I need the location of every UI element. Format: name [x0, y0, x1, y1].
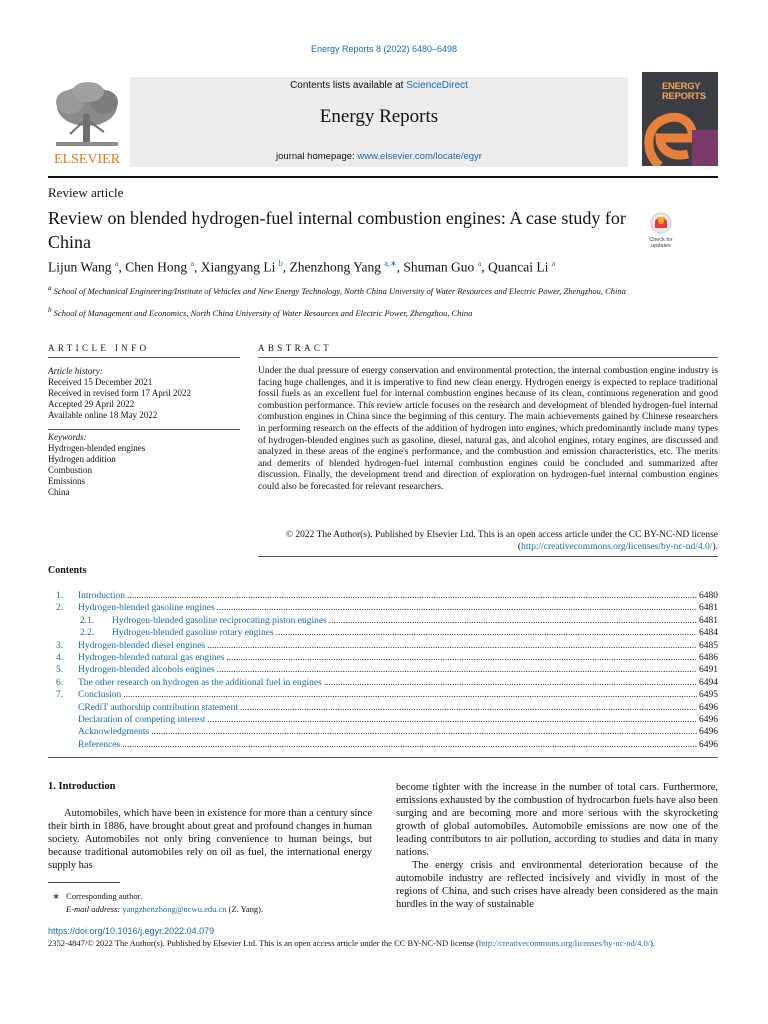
body-paragraph-left: Automobiles, which have been in existence for more than a century since their birth in 1886, have brought about great and profound changes in human society. Automobiles not only bring convenience to human beings, but because traditional automobiles rely on oil as fuel, the international energy supply has [48, 808, 372, 871]
check-for-updates-badge[interactable] [641, 211, 681, 249]
keyword: China [48, 487, 70, 497]
footnote [48, 890, 378, 916]
toc-number: 1. [56, 591, 64, 601]
toc-number: 2.1. [80, 615, 95, 626]
journal-homepage-line [130, 151, 628, 162]
footnote-divider [48, 882, 120, 883]
toc-entry-link[interactable]: Hydrogen-blended natural gas engines [78, 652, 225, 663]
email-note: E-mail address: yangzhenzhong@ncwu.edu.cn (Z. Yang). [66, 904, 264, 914]
history-item: Received 15 December 2021 [48, 377, 153, 387]
toc-number [48, 714, 78, 726]
toc-leader-dots [240, 702, 697, 714]
toc-entry-link[interactable]: Introduction [78, 591, 125, 601]
body-paragraph: The energy crisis and environmental deterioration because of the automobile industry are reflected incisively and vividly in most of the regions of China, and such crises have already been considered as the main hurdles in the way of sustainable [396, 860, 718, 910]
toc-row[interactable] [48, 689, 718, 701]
toc-number: 2. [56, 603, 64, 614]
toc-number: 6. [56, 677, 64, 688]
keyword: Hydrogen addition [48, 454, 116, 464]
journal-cover-thumbnail[interactable] [642, 72, 718, 166]
header-divider [48, 176, 718, 178]
toc-entry-link[interactable]: Declaration of competing interest [78, 714, 206, 725]
article-info-label: ARTICLE INFO [48, 343, 150, 353]
author-affiliation-marker[interactable]: a [477, 259, 482, 268]
journal-citation[interactable]: Energy Reports 8 (2022) 6480–6498 [310, 44, 458, 54]
toc-page-number: 6481 [699, 603, 718, 614]
history-item: Available online 18 May 2022 [48, 410, 158, 420]
contents-available-line [130, 80, 628, 91]
keywords-block [48, 432, 243, 498]
keyword: Hydrogen-blended engines [48, 443, 146, 453]
toc-leader-dots [276, 627, 697, 639]
author-affiliation-marker[interactable]: a,∗ [384, 259, 397, 268]
contents-divider [48, 757, 718, 758]
author-affiliation-marker[interactable]: a [114, 259, 119, 268]
journal-homepage-link[interactable]: www.elsevier.com/locate/egyr [357, 151, 482, 162]
toc-number: 7. [56, 690, 64, 701]
keywords-heading: Keywords: [48, 432, 87, 442]
toc-row[interactable] [48, 590, 718, 602]
toc-entry-link[interactable]: Hydrogen-blended diesel engines [78, 640, 206, 651]
article-title: Review on blended hydrogen-fuel internal combustion engines: A case study for China [48, 208, 626, 252]
check-for-updates-icon [641, 211, 681, 249]
toc-number [48, 702, 78, 714]
article-info-divider [48, 357, 240, 358]
sciencedirect-link[interactable]: ScienceDirect [406, 80, 468, 91]
toc-leader-dots [122, 739, 697, 751]
contents-title: Contents [48, 565, 87, 576]
homepage-prefix: journal homepage: [276, 151, 358, 162]
abstract-bottom-divider [258, 556, 718, 557]
table-of-contents [48, 590, 718, 751]
toc-leader-dots [217, 664, 697, 676]
svg-text:Check for: Check for [649, 237, 673, 243]
author-name[interactable]: Quancai Li [487, 259, 549, 275]
abstract-label: ABSTRACT [258, 343, 333, 353]
svg-text:updates: updates [651, 243, 671, 249]
toc-page-number: 6496 [699, 702, 718, 713]
cover-title: ENERGY REPORTS [662, 81, 706, 102]
toc-number: 4. [56, 652, 64, 663]
author-list: Lijun Wang $^a$, Chen Hong $^a$, Xiangyang Li $^b$, Zhenzhong Yang $^{a,∗}$, Shuman Guo $^a$, Quancai Li $^a$ [48, 259, 556, 275]
affiliation-a: $^a$ School of Mechanical Engineering/Institute of Vehicles and New Energy Technology, North China University of Water Resources and Electric Power, Zhengzhou, China [48, 284, 626, 296]
affiliation-b: $^b$ School of Management and Economics, North China University of Water Resources and Electric Power, Zhengzhou, China [48, 306, 473, 318]
keyword: Emissions [48, 476, 86, 486]
article-history [48, 366, 243, 421]
toc-row[interactable] [48, 652, 718, 664]
toc-row[interactable] [48, 640, 718, 652]
history-heading: Article history: [48, 366, 103, 376]
toc-page-number: 6491 [699, 665, 718, 676]
toc-row[interactable] [48, 739, 718, 751]
toc-page-number: 6496 [699, 739, 718, 750]
history-item: Accepted 29 April 2022 [48, 399, 135, 409]
affiliation-marker: b [48, 306, 52, 314]
journal-name[interactable]: Energy Reports [319, 106, 439, 127]
abstract-text: Under the dual pressure of energy conservation and environmental protection, the internal combustion engine industry is facing huge challenges, and it is imperative to find new clean energy. Hydrogen energy is expected to replace traditional fossil fuels as an excellent fuel for internal combustion engines because of its clean, continuous regeneration and good combustion performance. This review article focuses on the research and development of blended hydrogen-fuel internal combustion engines in China since the beginning of this century. The main achievements gained by Chinese researchers in performing research on the effects of the addition of hydrogen into engines, which predominantly include many types of hydrogen-blended engines such as gasoline, diesel, natural gas, and alcohol engines, rotary engines, are discussed and analyzed in these areas of the engine's performance, and the combustion and emission characteristics, etc. The merits and demerits of blended hydrogen-fuel internal combustion engines could be concluded and summarized after discussion. Finally, the development trend and direction of exploration on hydrogen-fuel internal combustion engines could also be forecasted for relevant researchers. [258, 366, 718, 492]
toc-entry-link[interactable]: The other research on hydrogen as the additional fuel in engines [78, 677, 322, 688]
body-column-right [396, 781, 718, 911]
affiliation-marker: a [48, 284, 52, 292]
toc-page-number: 6496 [699, 714, 718, 725]
toc-number [48, 726, 78, 738]
toc-leader-dots [329, 615, 697, 627]
toc-leader-dots [217, 602, 697, 614]
toc-row[interactable] [48, 726, 718, 738]
abstract-copyright: © 2022 The Author(s). Published by Elsevier Ltd. This is an open access article under the CC BY-NC-ND license (http://creativecommons.org/licenses/by-nc-nd/4.0/). [285, 530, 718, 552]
contents-prefix: Contents lists available at [290, 80, 407, 91]
elsevier-tree-icon [48, 78, 126, 166]
toc-row[interactable] [48, 714, 718, 726]
toc-number: 5. [56, 665, 64, 676]
footer-license-link[interactable]: http://creativecommons.org/licenses/by-nc-nd/4.0/ [478, 938, 651, 948]
author-name[interactable]: Chen Hong [125, 259, 188, 275]
toc-leader-dots [207, 714, 697, 726]
toc-entry-link[interactable]: Acknowledgments [78, 727, 150, 738]
history-item: Received in revised form 17 April 2022 [48, 388, 191, 398]
toc-leader-dots [207, 640, 697, 652]
toc-page-number: 6481 [699, 615, 718, 626]
license-link[interactable]: http://creativecommons.org/licenses/by-nc-nd/4.0/ [521, 541, 713, 552]
toc-page-number: 6485 [699, 640, 718, 651]
section-heading-introduction: 1. Introduction [48, 781, 116, 792]
toc-leader-dots [127, 590, 697, 602]
corresponding-author-note: ∗ Corresponding author. [52, 891, 143, 901]
toc-page-number: 6484 [699, 628, 718, 639]
toc-row[interactable] [48, 627, 718, 639]
author-name[interactable]: Lijun Wang [48, 259, 112, 275]
toc-row[interactable] [48, 677, 718, 689]
toc-row[interactable] [48, 702, 718, 714]
toc-entry-link[interactable]: CRediT authorship contribution statement [78, 702, 238, 713]
author-affiliation-marker[interactable]: b [278, 259, 283, 268]
toc-page-number: 6486 [699, 652, 718, 663]
toc-row[interactable] [48, 615, 718, 627]
keywords-divider [48, 429, 240, 430]
body-paragraph: become tighter with the increase in the number of total cars. Furthermore, emissions exhausted by the combustion of hydrocarbon fuels have also been surging and are becoming more and more serious with the skyrocketing growth of global automobiles. Automobile emissions are now one of the leading contributors to air pollution, according to studies and data in many nations. [396, 782, 718, 858]
license-footer: 2352-4847/© 2022 The Author(s). Published by Elsevier Ltd. This is an open access article under the CC BY-NC-ND license (http://creativecommons.org/licenses/by-nc-nd/4.0/). [48, 938, 656, 948]
toc-entry-link[interactable]: Hydrogen-blended gasoline reciprocating piston engines [112, 615, 327, 626]
doi-link[interactable]: https://doi.org/10.1016/j.egyr.2022.04.079 [48, 926, 215, 936]
toc-number [48, 739, 78, 751]
author-affiliation-marker[interactable]: a [190, 259, 195, 268]
toc-entry-link[interactable]: References [78, 739, 121, 750]
toc-entry-link[interactable]: Hydrogen-blended gasoline engines [78, 603, 215, 614]
keyword: Combustion [48, 465, 93, 475]
toc-entry-link[interactable]: Conclusion [78, 690, 122, 701]
toc-number: 2.2. [80, 628, 95, 639]
abstract-divider [258, 357, 718, 358]
publisher-logo[interactable] [48, 78, 126, 166]
toc-page-number: 6480 [699, 591, 718, 601]
cover-e-graphic [642, 110, 718, 166]
toc-entry-link[interactable]: Hydrogen-blended alcohols engines [78, 665, 215, 676]
toc-leader-dots [324, 677, 697, 689]
toc-entry-link[interactable]: Hydrogen-blended gasoline rotary engines [112, 628, 274, 639]
article-type: Review article [48, 185, 124, 200]
toc-page-number: 6495 [699, 690, 718, 701]
toc-leader-dots [123, 689, 697, 701]
toc-row[interactable] [48, 664, 718, 676]
toc-leader-dots [151, 726, 697, 738]
author-name[interactable]: Xiangyang Li [200, 259, 276, 275]
author-affiliation-marker[interactable]: a [551, 259, 556, 268]
author-name[interactable]: Zhenzhong Yang [289, 259, 382, 275]
publisher-name: ELSEVIER [53, 152, 121, 166]
toc-number: 3. [56, 640, 64, 651]
toc-row[interactable] [48, 602, 718, 614]
toc-leader-dots [226, 652, 697, 664]
toc-page-number: 6496 [699, 727, 718, 738]
author-email-link[interactable]: yangzhenzhong@ncwu.edu.cn [122, 904, 227, 914]
toc-page-number: 6494 [699, 677, 718, 688]
author-name[interactable]: Shuman Guo [403, 259, 475, 275]
